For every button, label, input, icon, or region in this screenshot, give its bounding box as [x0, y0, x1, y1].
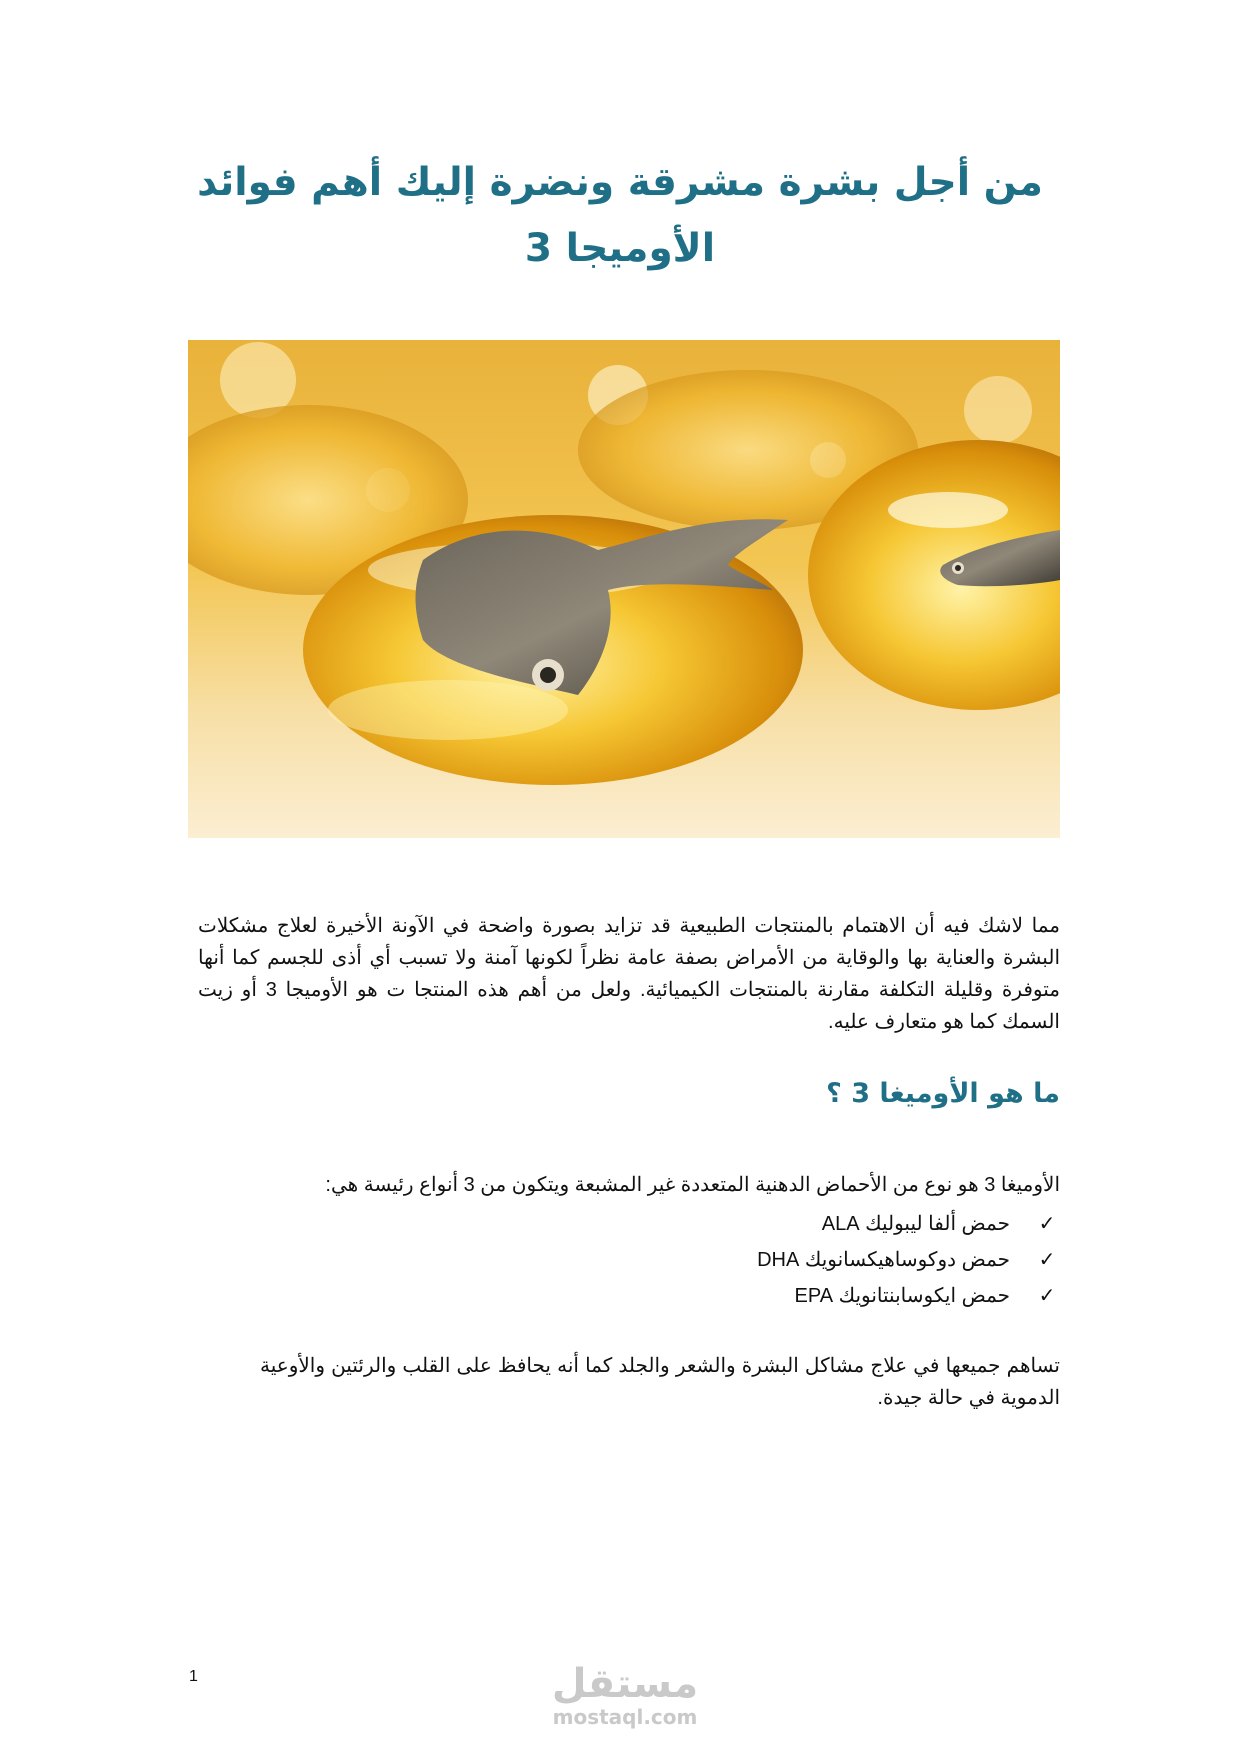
checkmark-icon: ✓ — [1038, 1249, 1056, 1271]
page-title: من أجل بشرة مشرقة ونضرة إليك أهم فوائد الأوميجا 3 — [197, 160, 1043, 271]
checkmark-icon: ✓ — [1038, 1213, 1056, 1235]
types-intro: الأوميغا 3 هو نوع من الأحماض الدهنية المتعددة غير المشبعة ويتكون من 3 أنواع رئيسة هي: — [325, 1174, 1060, 1196]
list-item — [660, 1278, 1060, 1314]
list-item — [660, 1206, 1060, 1242]
list-item — [660, 1242, 1060, 1278]
list-item-text: حمض ألفا ليبوليك ALA — [821, 1213, 1010, 1235]
watermark-url: mostaql.com — [552, 1705, 698, 1729]
watermark — [540, 1662, 710, 1728]
intro-paragraph: مما لاشك فيه أن الاهتمام بالمنتجات الطبيعية قد تزايد بصورة واضحة في الآونة الأخيرة لعلاج مشكلات البشرة والعناية بها والوقاية من الأمراض بصفة عامة نظراً لكونها آمنة ولا تسبب أي أذى للجسم كما أنها متوفرة وقليلة التكلفة مقارنة بالمنتجات الكيميائية. ولعل من أهم هذه المنتجا ت هو الأوميجا 3 أو زيت السمك كما هو متعارف عليه. — [198, 915, 1060, 1033]
section-heading: ما هو الأوميغا 3 ؟ — [826, 1078, 1060, 1109]
omega-types-list — [660, 1206, 1060, 1314]
closing-paragraph: تساهم جميعها في علاج مشاكل البشرة والشعر والجلد كما أنه يحافظ على القلب والرئتين والأوعية الدموية في حالة جيدة. — [260, 1355, 1060, 1409]
list-item-text: حمض دوكوساهيكسانويك DHA — [757, 1249, 1010, 1271]
page-number: 1 — [189, 1668, 198, 1685]
list-item-text: حمض ايكوسابنتانويك EPA — [794, 1285, 1010, 1307]
fish-oil-capsules-image — [188, 340, 1060, 838]
watermark-logo-text: مستقل — [551, 1661, 699, 1707]
checkmark-icon: ✓ — [1038, 1285, 1056, 1307]
